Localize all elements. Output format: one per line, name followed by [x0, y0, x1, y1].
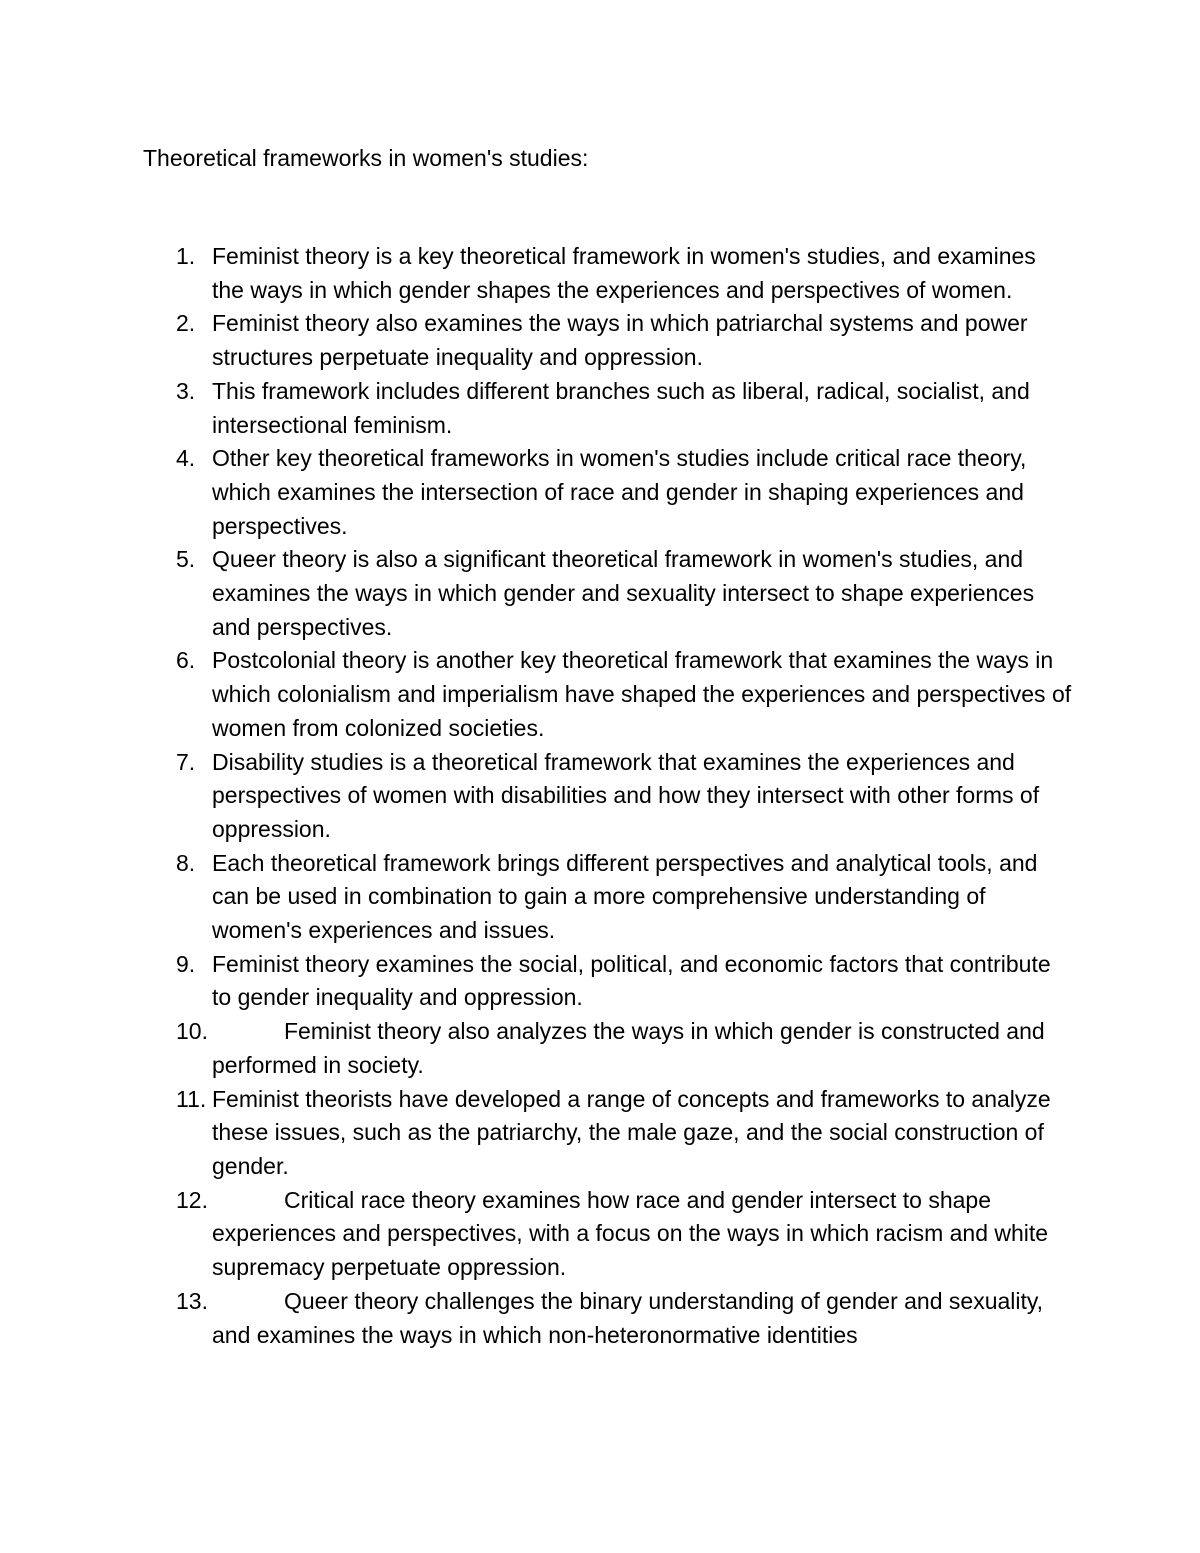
list-item: [0, 543, 1072, 644]
list-item: [0, 1285, 1072, 1352]
list-item: [0, 375, 1072, 442]
list-item-number: 11.: [176, 1085, 207, 1112]
list-item-number: 9.: [176, 950, 196, 977]
list-item-number: 8.: [176, 849, 196, 876]
list-item-number: 10.: [176, 1018, 208, 1045]
list-item-text: Feminist theory is a key theoretical framework in women's studies, and examines the ways in which gender shapes the experiences and perspectives of women.: [212, 243, 1036, 303]
list-item-text: Queer theory is also a significant theoretical framework in women's studies, and examines the ways in which gender and sexuality intersect to shape experiences and perspectives.: [212, 546, 1035, 640]
list-item-text: Queer theory challenges the binary understanding of gender and sexuality, and examines the ways in which non-heteronormative identities: [212, 1287, 1044, 1348]
list-item-text: Disability studies is a theoretical framework that examines the experiences and perspectives of women with disabilities and how they intersect with other forms of oppression.: [212, 748, 1040, 842]
list-item-text: Feminist theory examines the social, political, and economic factors that contribute to gender inequality and oppression.: [212, 950, 1051, 1011]
list-item-number: 13.: [176, 1287, 208, 1314]
list-item-text: Critical race theory examines how race and gender intersect to shape experiences and perspectives, with a focus on the ways in which racism and white supremacy perpetuate oppression.: [212, 1186, 1049, 1281]
list-item: [0, 1015, 1072, 1082]
list-item-text: Feminist theory also analyzes the ways in which gender is constructed and performed in society.: [212, 1018, 1045, 1078]
list-item-number: 5.: [176, 546, 196, 573]
list-item-text: Each theoretical framework brings different perspectives and analytical tools, and can be used in combination to gain a more comprehensive understanding of women's experiences and issues.: [212, 849, 1038, 944]
list-item-number: 4.: [176, 445, 196, 472]
list-item-number: 6.: [176, 647, 196, 674]
list-item-text: Feminist theorists have developed a range of concepts and frameworks to analyze these issues, such as the patriarchy, the male gaze, and the social construction of gender.: [212, 1085, 1051, 1179]
list-item-text: Postcolonial theory is another key theoretical framework that examines the ways in which colonialism and imperialism have shaped the experiences and perspectives of women from colonized societies.: [212, 647, 1072, 741]
framework-list: [0, 240, 1200, 1352]
list-item: [0, 948, 1072, 1015]
list-item: [0, 746, 1072, 847]
list-item: [0, 240, 1072, 307]
list-item-number: 2.: [176, 310, 196, 337]
list-item-number: 1.: [176, 243, 196, 269]
list-item-number: 3.: [176, 377, 196, 404]
list-item: [0, 1184, 1072, 1285]
list-item-number: 7.: [176, 748, 196, 775]
list-item-text: Other key theoretical frameworks in women's studies include critical race theory, which examines the intersection of race and gender in shaping experiences and perspectives.: [212, 445, 1027, 539]
list-item-number: 12.: [176, 1186, 208, 1213]
list-item-text: Feminist theory also examines the ways in which patriarchal systems and power structures perpetuate inequality and oppression.: [212, 310, 1028, 371]
document-title: Theoretical frameworks in women's studies:: [143, 145, 589, 171]
list-item: [0, 442, 1072, 543]
list-item: [0, 1083, 1072, 1184]
list-item-text: This framework includes different branches such as liberal, radical, socialist, and intersectional feminism.: [212, 377, 1030, 438]
list-item: [0, 307, 1072, 374]
list-item: [0, 847, 1072, 948]
list-item: [0, 644, 1072, 745]
